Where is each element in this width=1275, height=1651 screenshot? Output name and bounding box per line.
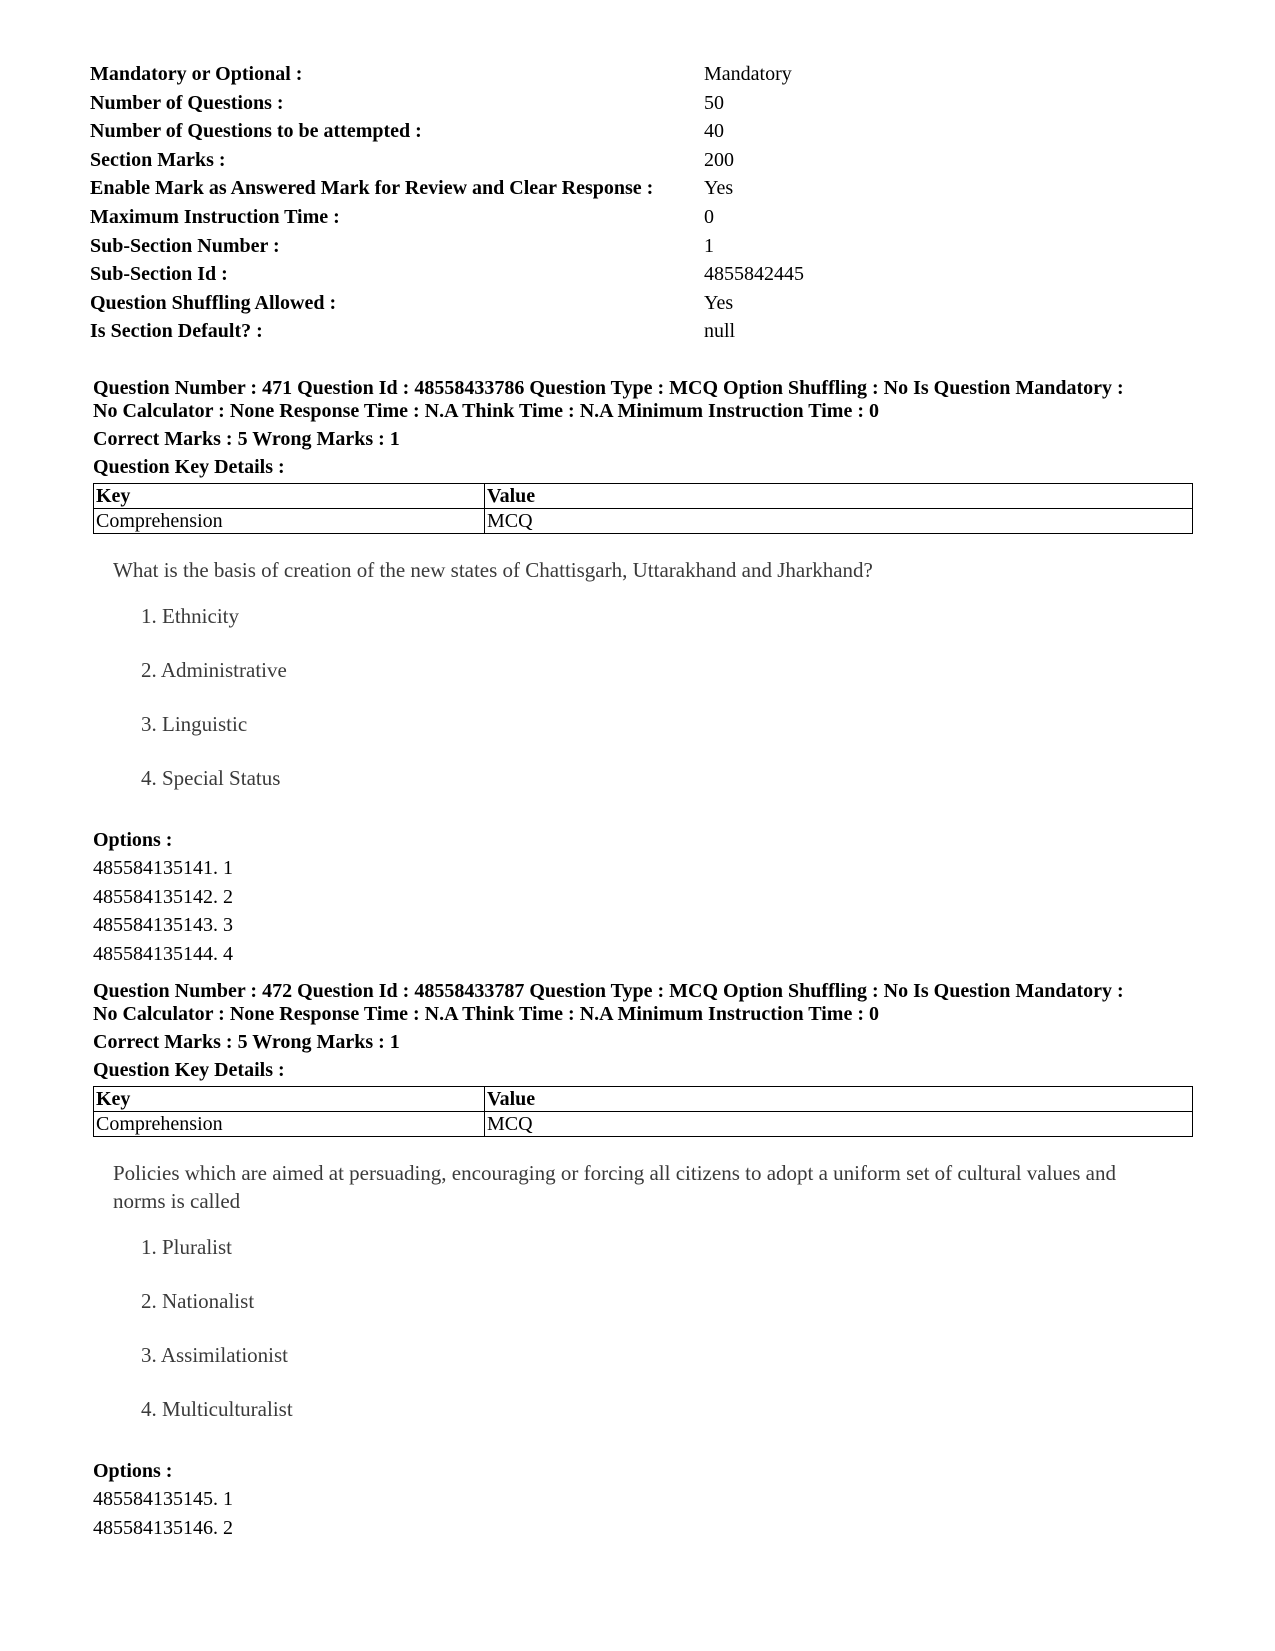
table-header-row [94, 1087, 1193, 1112]
option-item: 485584135146. 2 [93, 1516, 233, 1539]
meta-value: 50 [704, 91, 724, 114]
section-meta [90, 60, 1190, 346]
meta-row [90, 174, 1190, 203]
meta-value: 0 [704, 205, 714, 228]
option-item: 485584135144. 4 [93, 942, 233, 965]
meta-row [90, 260, 1190, 289]
meta-label: Maximum Instruction Time : [90, 205, 340, 228]
meta-row [90, 203, 1190, 232]
meta-value: Yes [704, 177, 734, 200]
table-cell-key: Comprehension [94, 1112, 485, 1137]
answer-choice: 1. Pluralist [141, 1235, 233, 1259]
answer-choice: 3. Assimilationist [141, 1343, 289, 1367]
question-472 [93, 980, 1193, 1542]
question-header-line: Question Number : 472 Question Id : 48558433787 Question Type : MCQ Option Shuffling : No Is Question Mandatory : [93, 980, 1124, 1002]
meta-value: null [704, 320, 736, 343]
question-text: What is the basis of creation of the new states of Chattisgarh, Uttarakhand and Jharkhand? [113, 558, 873, 582]
meta-label: Mandatory or Optional : [90, 63, 303, 85]
answer-choices [141, 1233, 1193, 1449]
meta-label: Is Section Default? : [90, 320, 263, 343]
table-header-value: Value [485, 484, 1193, 509]
answer-choice: 2. Nationalist [141, 1289, 255, 1313]
question-text: Policies which are aimed at persuading, encouraging or forcing all citizens to adopt a uniform set of cultural values and norms is called [113, 1161, 1117, 1213]
meta-row [90, 232, 1190, 261]
answer-choice: 4. Multiculturalist [141, 1397, 293, 1421]
meta-row [90, 317, 1190, 346]
option-item: 485584135145. 1 [93, 1488, 233, 1510]
meta-label: Sub-Section Number : [90, 234, 280, 257]
question-header [93, 980, 1193, 1026]
answer-choice: 3. Linguistic [141, 712, 248, 736]
answer-choices [141, 602, 1193, 818]
option-item: 485584135141. 1 [93, 857, 233, 879]
meta-row [90, 146, 1190, 175]
meta-label: Number of Questions to be attempted : [90, 120, 422, 143]
question-header-line: No Calculator : None Response Time : N.A Think Time : N.A Minimum Instruction Time : 0 [93, 1003, 879, 1025]
table-header-row [94, 484, 1193, 509]
meta-label: Question Shuffling Allowed : [90, 291, 337, 314]
table-cell-value: MCQ [485, 509, 1193, 534]
question-header-line: Question Number : 471 Question Id : 48558433786 Question Type : MCQ Option Shuffling : No Is Question Mandatory : [93, 377, 1124, 399]
key-details-title: Question Key Details : [93, 1059, 285, 1081]
question-header-line: No Calculator : None Response Time : N.A Think Time : N.A Minimum Instruction Time : 0 [93, 400, 879, 422]
table-header-value: Value [485, 1087, 1193, 1112]
question-header [93, 377, 1193, 423]
meta-value: 4855842445 [704, 263, 804, 286]
question-marks: Correct Marks : 5 Wrong Marks : 1 [93, 1031, 400, 1053]
meta-label: Section Marks : [90, 148, 226, 171]
meta-label: Number of Questions : [90, 91, 284, 114]
key-details-table [93, 1086, 1193, 1137]
question-471 [93, 377, 1193, 968]
option-item: 485584135143. 3 [93, 914, 233, 936]
table-cell-value: MCQ [485, 1112, 1193, 1137]
meta-label: Sub-Section Id : [90, 263, 228, 286]
meta-row [90, 60, 1190, 89]
meta-value: 200 [704, 148, 734, 171]
meta-value: Mandatory [704, 63, 792, 85]
meta-value: 40 [704, 120, 724, 143]
key-details-title: Question Key Details : [93, 456, 285, 478]
options-title: Options : [93, 1460, 173, 1482]
meta-row [90, 289, 1190, 318]
meta-row [90, 117, 1190, 146]
question-marks: Correct Marks : 5 Wrong Marks : 1 [93, 428, 400, 450]
key-details-table [93, 483, 1193, 534]
meta-value: Yes [704, 291, 734, 314]
answer-choice: 4. Special Status [141, 766, 281, 790]
table-row [94, 509, 1193, 534]
option-item: 485584135142. 2 [93, 885, 233, 908]
answer-choice: 1. Ethnicity [141, 604, 239, 628]
table-header-key: Key [94, 1087, 485, 1112]
answer-choice: 2. Administrative [141, 658, 287, 682]
table-row [94, 1112, 1193, 1137]
meta-row [90, 89, 1190, 118]
table-header-key: Key [94, 484, 485, 509]
options-title: Options : [93, 829, 173, 851]
meta-value: 1 [704, 234, 714, 257]
meta-label: Enable Mark as Answered Mark for Review and Clear Response : [90, 177, 654, 200]
table-cell-key: Comprehension [94, 509, 485, 534]
